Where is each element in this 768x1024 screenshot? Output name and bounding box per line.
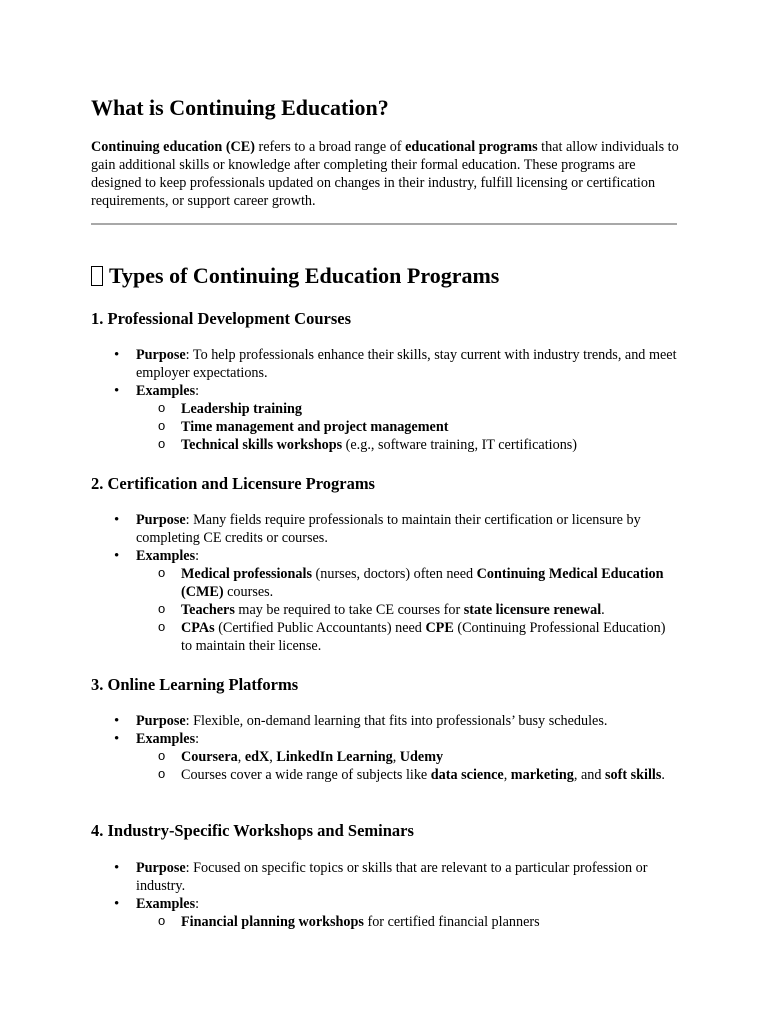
examples-list	[136, 748, 679, 784]
examples-list	[136, 913, 679, 931]
examples-item: • Examples: o Financial planning workshops for certified financial planners	[91, 895, 679, 931]
examples-item: • Examples: o Leadership training o Time management and project management o Technical skills workshops (e.g., software training, IT certifications)	[91, 382, 679, 454]
section-heading-online-learning: 3. Online Learning Platforms	[91, 675, 299, 694]
example-item: o Leadership training	[136, 400, 679, 418]
examples-list	[136, 565, 679, 655]
purpose-item: • Purpose: Many fields require professionals to maintain their certification or licensure by completing CE credits or courses.	[91, 511, 679, 547]
horizontal-divider	[91, 223, 677, 225]
section-list	[91, 511, 679, 655]
intro-emphasis: educational programs	[405, 139, 538, 155]
section-heading-industry-workshops: 4. Industry-Specific Workshops and Seminars	[91, 821, 414, 840]
section-list	[91, 859, 679, 931]
example-item: o CPAs (Certified Public Accountants) need CPE (Continuing Professional Education) to maintain their license.	[136, 619, 679, 655]
example-item: o Coursera, edX, LinkedIn Learning, Udemy	[136, 748, 679, 766]
section-heading-professional-development: 1. Professional Development Courses	[91, 309, 352, 328]
section-title: Types of Continuing Education Programs	[91, 262, 499, 290]
intro-paragraph: Continuing education (CE) refers to a broad range of educational programs that allow individuals to gain additional skills or knowledge after completing their formal education. These programs are designed to keep professionals updated on changes in their industry, fulfill licensing or certification requirements, or support career growth.	[91, 139, 679, 209]
section-list	[91, 346, 679, 454]
example-item: o Courses cover a wide range of subjects like data science, marketing, and soft skills.	[136, 766, 679, 784]
section-heading-certification: 2. Certification and Licensure Programs	[91, 474, 375, 493]
purpose-item: • Purpose: Focused on specific topics or skills that are relevant to a particular profession or industry.	[91, 859, 679, 895]
example-item: o Time management and project management	[136, 418, 679, 436]
missing-glyph-icon	[91, 266, 103, 286]
examples-list	[136, 400, 679, 454]
example-item: o Teachers may be required to take CE courses for state licensure renewal.	[136, 601, 679, 619]
purpose-item: • Purpose: To help professionals enhance their skills, stay current with industry trends, and meet employer expectations.	[91, 346, 679, 382]
example-item: o Financial planning workshops for certified financial planners	[136, 913, 679, 931]
intro-term: Continuing education (CE)	[91, 139, 255, 155]
example-item: o Technical skills workshops (e.g., software training, IT certifications)	[136, 436, 679, 454]
examples-item: • Examples: o Medical professionals (nurses, doctors) often need Continuing Medical Education (CME) courses. o Teachers may be required to take CE courses for state licensure renewal. o CPAs (Certified Public Accountants) need CPE (Continuing Professional Education) to maintain their license.	[91, 547, 679, 655]
page-title: What is Continuing Education?	[91, 95, 389, 120]
purpose-item: • Purpose: Flexible, on-demand learning that fits into professionals’ busy schedules.	[91, 712, 679, 730]
examples-item: • Examples: o Coursera, edX, LinkedIn Learning, Udemy o Courses cover a wide range of subjects like data science, marketing, and soft skills.	[91, 730, 679, 784]
example-item: o Medical professionals (nurses, doctors) often need Continuing Medical Education (CME) courses.	[136, 565, 679, 601]
section-list	[91, 712, 679, 784]
